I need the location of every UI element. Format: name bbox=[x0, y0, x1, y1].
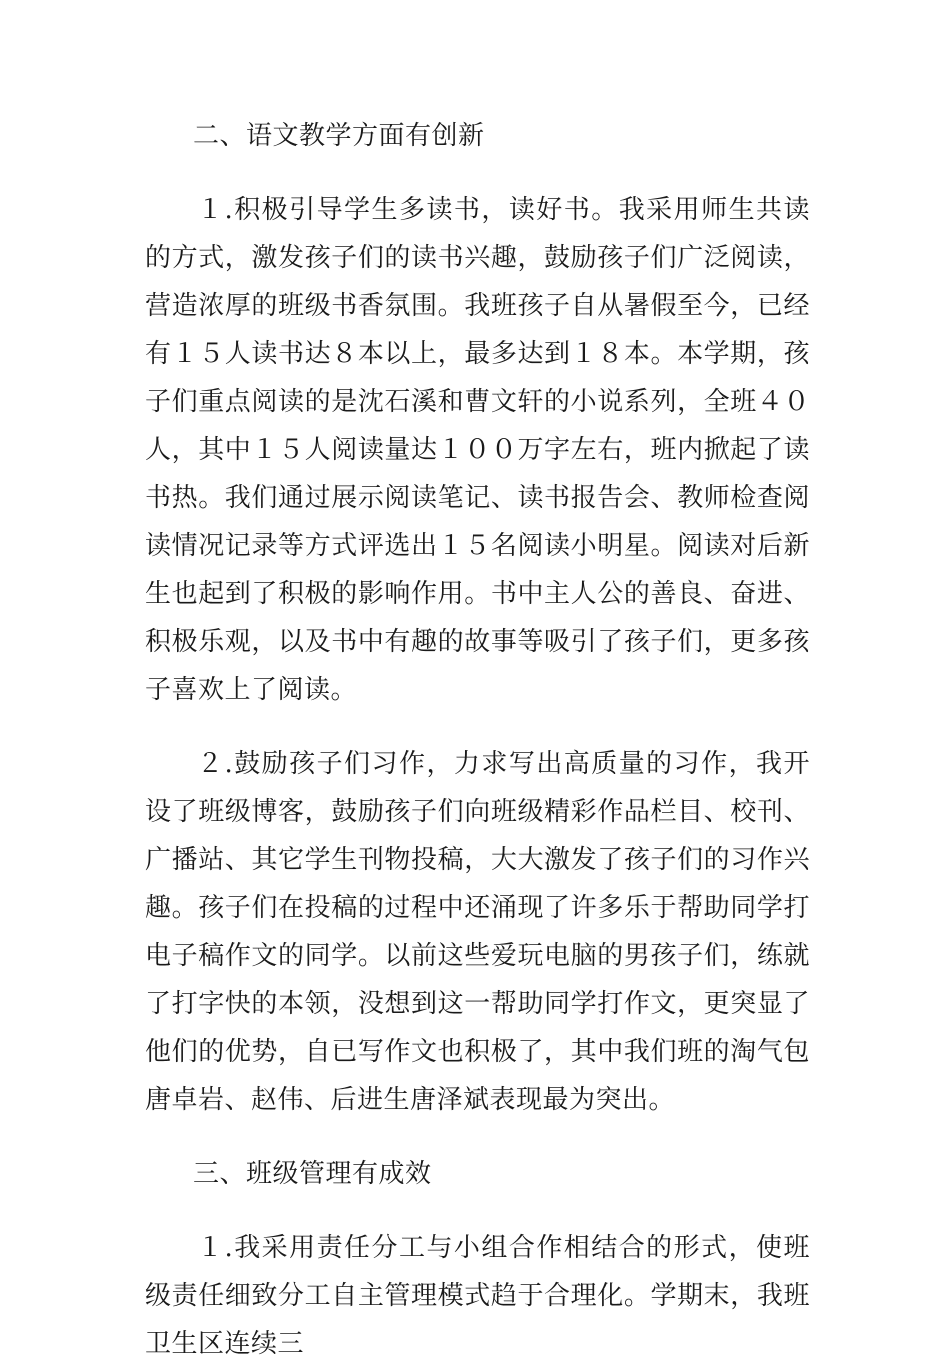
document-body bbox=[145, 112, 810, 1368]
paragraph: ２.鼓励孩子们习作，力求写出高质量的习作，我开设了班级博客，鼓励孩子们向班级精彩作品栏目、校刊、广播站、其它学生刊物投稿，大大激发了孩子们的习作兴趣。孩子们在投稿的过程中还涌现了许多乐于帮助同学打电子稿作文的同学。以前这些爱玩电脑的男孩子们，练就了打字快的本领，没想到这一帮助同学打作文，更突显了他们的优势，自已写作文也积极了，其中我们班的淘气包唐卓岩、赵伟、后进生唐泽斌表现最为突出。 bbox=[145, 749, 810, 1115]
section-heading: 三、班级管理有成效 bbox=[193, 1159, 432, 1189]
section-heading: 二、语文教学方面有创新 bbox=[193, 121, 485, 151]
paragraph: １.我采用责任分工与小组合作相结合的形式，使班级责任细致分工自主管理模式趋于合理化。学期末，我班卫生区连续三 bbox=[145, 1233, 810, 1359]
paragraph: １.积极引导学生多读书，读好书。我采用师生共读的方式，激发孩子们的读书兴趣，鼓励孩子们广泛阅读，营造浓厚的班级书香氛围。我班孩子自从暑假至今，已经有１５人读书达８本以上，最多达到１８本。本学期，孩子们重点阅读的是沈石溪和曹文轩的小说系列，全班４０人，其中１５人阅读量达１００万字左右，班内掀起了读书热。我们通过展示阅读笔记、读书报告会、教师检查阅读情况记录等方式评选出１５名阅读小明星。阅读对后新生也起到了积极的影响作用。书中主人公的善良、奋进、积极乐观，以及书中有趣的故事等吸引了孩子们，更多孩子喜欢上了阅读。 bbox=[145, 195, 810, 705]
